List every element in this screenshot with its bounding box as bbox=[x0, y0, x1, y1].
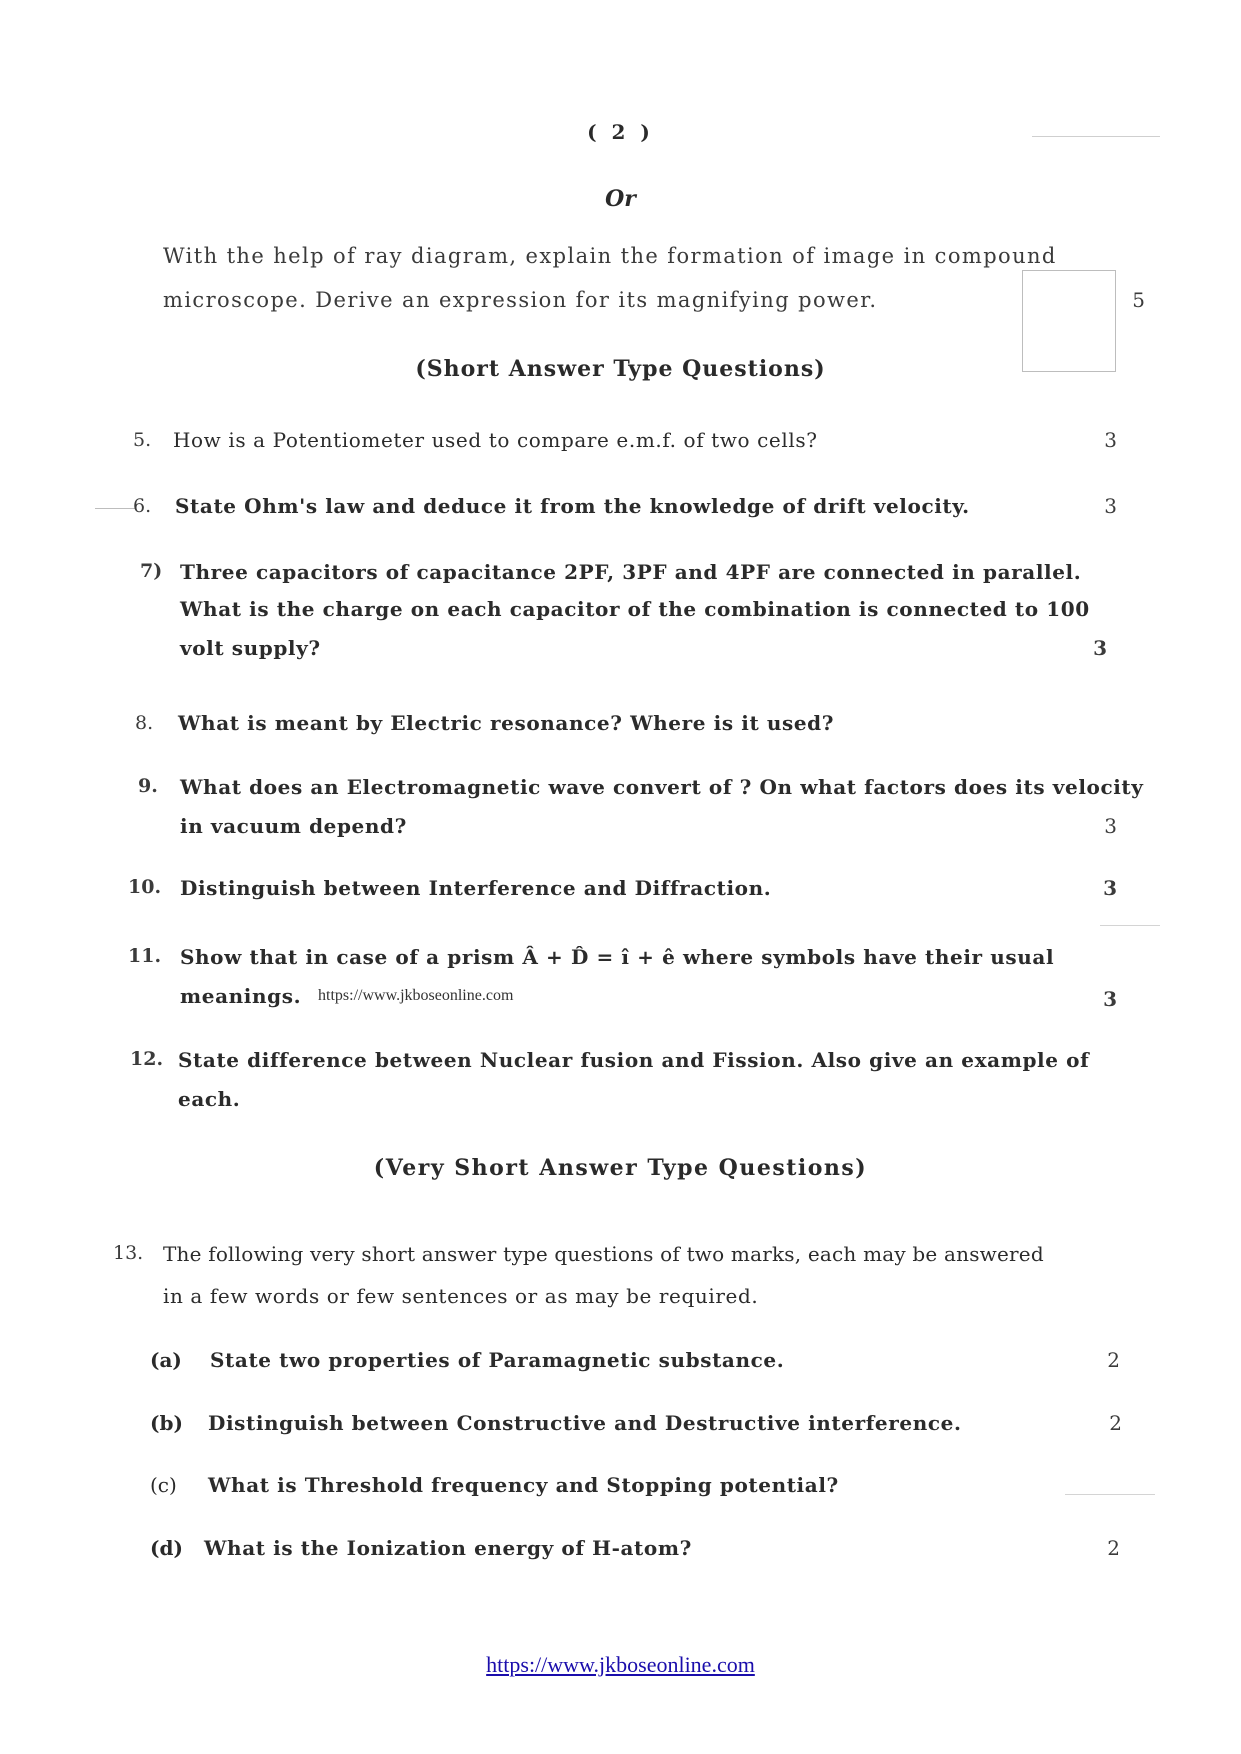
q10-text: Distinguish between Interference and Diffraction. bbox=[180, 876, 772, 900]
q5-text: How is a Potentiometer used to compare e.m.f. of two cells? bbox=[173, 428, 818, 452]
q7-line-3: volt supply? bbox=[180, 636, 321, 660]
right-margin-line-2 bbox=[1065, 1494, 1155, 1495]
q10-number: 10. bbox=[128, 876, 162, 898]
q13-line-2: in a few words or few sentences or as may be required. bbox=[163, 1284, 759, 1308]
q13a-text: State two properties of Paramagnetic substance. bbox=[210, 1348, 785, 1372]
q6-number: 6. bbox=[133, 495, 152, 517]
q13b-text: Distinguish between Constructive and Destructive interference. bbox=[208, 1411, 962, 1435]
q11-line-1: Show that in case of a prism Â + D̂ = î + ê where symbols have their usual bbox=[180, 945, 1055, 969]
q13c-text: What is Threshold frequency and Stopping potential? bbox=[208, 1473, 839, 1497]
q9-line-2: in vacuum depend? bbox=[180, 814, 407, 838]
very-short-answer-heading: (Very Short Answer Type Questions) bbox=[373, 1155, 868, 1181]
q5-marks: 3 bbox=[1104, 428, 1117, 452]
q13b-label: (b) bbox=[150, 1411, 183, 1435]
or-question-marks: 5 bbox=[1132, 288, 1145, 312]
q7-number: 7) bbox=[140, 560, 163, 582]
q7-line-2: What is the charge on each capacitor of the combination is connected to 100 bbox=[180, 597, 1090, 621]
q8-number: 8. bbox=[135, 712, 154, 734]
q13d-label: (d) bbox=[150, 1536, 183, 1560]
footer-link[interactable]: https://www.jkboseonline.com bbox=[486, 1652, 755, 1677]
q9-marks: 3 bbox=[1104, 814, 1117, 838]
q13d-text: What is the Ionization energy of H-atom? bbox=[204, 1536, 692, 1560]
q12-number: 12. bbox=[130, 1048, 164, 1070]
or-label: Or bbox=[605, 186, 636, 212]
right-margin-line bbox=[1100, 925, 1160, 926]
q13a-marks: 2 bbox=[1107, 1348, 1120, 1372]
q13b-marks: 2 bbox=[1109, 1411, 1122, 1435]
q7-marks: 3 bbox=[1093, 636, 1107, 660]
left-margin-line bbox=[95, 508, 135, 509]
or-question-line-2: microscope. Derive an expression for its magnifying power. bbox=[163, 288, 878, 312]
q6-marks: 3 bbox=[1104, 494, 1117, 518]
q13c-label: (c) bbox=[150, 1473, 177, 1497]
short-answer-heading: (Short Answer Type Questions) bbox=[415, 356, 826, 382]
q9-number: 9. bbox=[138, 775, 158, 797]
watermark-url: https://www.jkboseonline.com bbox=[318, 987, 514, 1004]
q9-line-1: What does an Electromagnetic wave convert of ? On what factors does its velocity bbox=[180, 775, 1144, 799]
q8-text: What is meant by Electric resonance? Where is it used? bbox=[178, 711, 835, 735]
q10-marks: 3 bbox=[1103, 876, 1117, 900]
or-question-line-1: With the help of ray diagram, explain the formation of image in compound bbox=[163, 244, 1057, 268]
q13-line-1: The following very short answer type questions of two marks, each may be answered bbox=[163, 1242, 1044, 1266]
q13a-label: (a) bbox=[150, 1348, 182, 1372]
page-number: ( 2 ) bbox=[587, 120, 654, 144]
q11-number: 11. bbox=[128, 945, 162, 967]
q12-line-1: State difference between Nuclear fusion and Fission. Also give an example of bbox=[178, 1048, 1090, 1072]
q11-line-2: meanings. bbox=[180, 984, 302, 1008]
q11-marks: 3 bbox=[1103, 987, 1117, 1011]
q12-line-2: each. bbox=[178, 1087, 241, 1111]
q7-line-1: Three capacitors of capacitance 2PF, 3PF and 4PF are connected in parallel. bbox=[180, 560, 1082, 584]
q5-number: 5. bbox=[133, 429, 152, 451]
divider-top bbox=[1032, 136, 1160, 137]
q6-text: State Ohm's law and deduce it from the knowledge of drift velocity. bbox=[175, 494, 970, 518]
q13d-marks: 2 bbox=[1107, 1536, 1120, 1560]
q13-number: 13. bbox=[113, 1242, 144, 1264]
